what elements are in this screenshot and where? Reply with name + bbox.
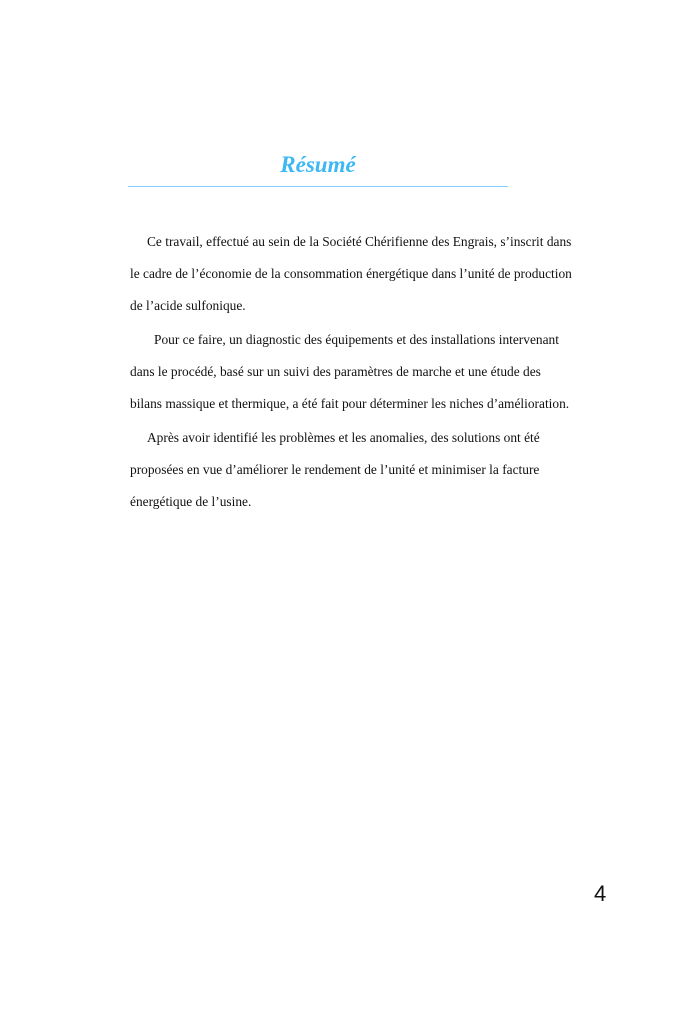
- page-title: Résumé: [280, 152, 356, 177]
- paragraph-line: Ce travail, effectué au sein de la Société Chérifienne des Engrais, s’inscrit dans: [147, 234, 572, 249]
- paragraph-2: [130, 324, 570, 420]
- paragraph-line: dans le procédé, basé sur un suivi des paramètres de marche et une étude des: [130, 364, 541, 379]
- paragraph-line: bilans massique et thermique, a été fait pour déterminer les niches d’amélioration.: [130, 396, 570, 411]
- paragraph-line: le cadre de l’économie de la consommation énergétique dans l’unité de production: [130, 266, 572, 281]
- paragraph-line: Après avoir identifié les problèmes et les anomalies, des solutions ont été: [147, 430, 540, 445]
- paragraph-line: de l’acide sulfonique.: [130, 298, 246, 313]
- title-underline-divider: [128, 186, 508, 187]
- page-number: 4: [594, 881, 607, 906]
- paragraph-line: Pour ce faire, un diagnostic des équipements et des installations intervenant: [154, 332, 559, 347]
- paragraph-1: [130, 226, 570, 322]
- paragraph-line: énergétique de l’usine.: [130, 494, 252, 509]
- paragraph-3: [130, 422, 570, 518]
- abstract-body: [130, 226, 570, 520]
- paragraph-line: proposées en vue d’améliorer le rendement de l’unité et minimiser la facture: [130, 462, 540, 477]
